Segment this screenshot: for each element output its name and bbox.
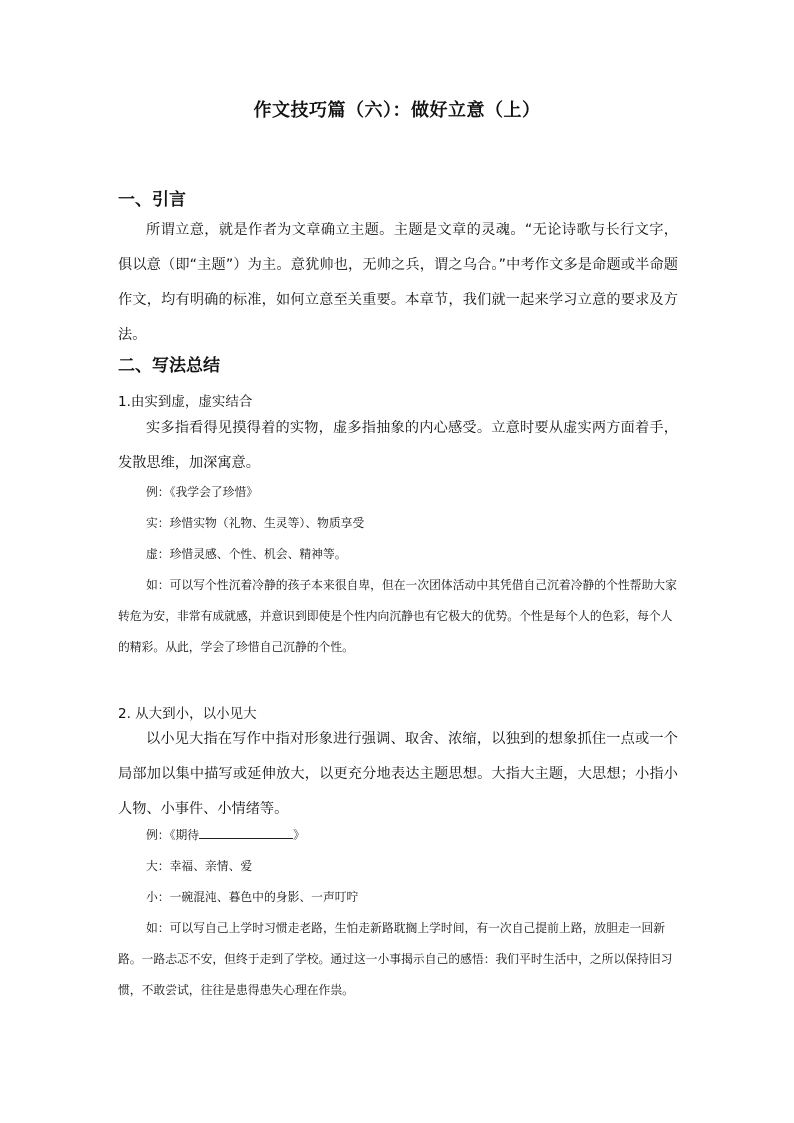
subsection-2-paragraph: 以小见大指在写作中指对形象进行强调、取舍、浓缩，以独到的想象抓住一点或一个局部加以集中描写或延伸放大，以更充分地表达主题思想。大指大主题，大思想；小指小人物、小事件、小情绪等。 — [118, 731, 678, 817]
example-title-2-suffix: 》 — [293, 828, 305, 842]
example-title-2-prefix: 例：《期待 — [146, 828, 200, 842]
example-title-2 — [146, 820, 686, 851]
section-heading-intro: 一、引言 — [118, 190, 186, 210]
example-virtual-line: 虚：珍惜灵感、个性、机会、精神等。 — [146, 547, 347, 561]
document-title: 作文技巧篇（六）：做好立意（上） — [253, 100, 541, 121]
subsection-1-paragraph: 实多指看得见摸得着的实物，虚多指抽象的内心感受。立意时要从虚实两方面着手，发散思维，加深寓意。 — [118, 420, 678, 471]
example-title-1: 例：《我学会了珍惜》 — [146, 485, 259, 499]
example-explanation-1: 如：可以写个性沉着冷静的孩子本来很自卑，但在一次团体活动中其凭借自己沉着冷静的个性帮助大家转危为安，非常有成就感，并意识到即使是个性内向沉静也有它极大的优势。个性是每个人的色彩，每个人的精彩。从此，学会了珍惜自己沉静的个性。 — [118, 578, 677, 654]
subsection-heading-2: 2. 从大到小，以小见大 — [118, 706, 257, 722]
example-real-line: 实：珍惜实物（礼物、生灵等）、物质享受 — [146, 516, 365, 530]
intro-paragraph: 所谓立意，就是作者为文章确立主题。主题是文章的灵魂。“无论诗歌与长行文字，俱以意（即“主题”）为主。意犹帅也，无帅之兵，谓之乌合。”中考作文多是命题或半命题作文，均有明确的标准，如何立意至关重要。本章节，我们就一起来学习立意的要求及方法。 — [118, 222, 678, 343]
section-heading-summary: 二、写法总结 — [118, 356, 220, 376]
example-explanation-2: 如：可以写自己上学时习惯走老路，生怕走新路耽搁上学时间，有一次自己提前上路，放胆走一回新路。一路忐忑不安，但终于走到了学校。通过这一小事揭示自己的感悟：我们平时生活中，之所以保持旧习惯，不敢尝试，往往是患得患失心理在作祟。 — [118, 921, 673, 997]
blank-line — [199, 826, 293, 839]
example-big-line: 大：幸福、亲情、爱 — [146, 859, 253, 873]
example-small-line: 小：一碗混沌、暮色中的身影、一声叮咛 — [146, 890, 359, 904]
subsection-heading-1: 1.由实到虚，虚实结合 — [118, 394, 253, 410]
